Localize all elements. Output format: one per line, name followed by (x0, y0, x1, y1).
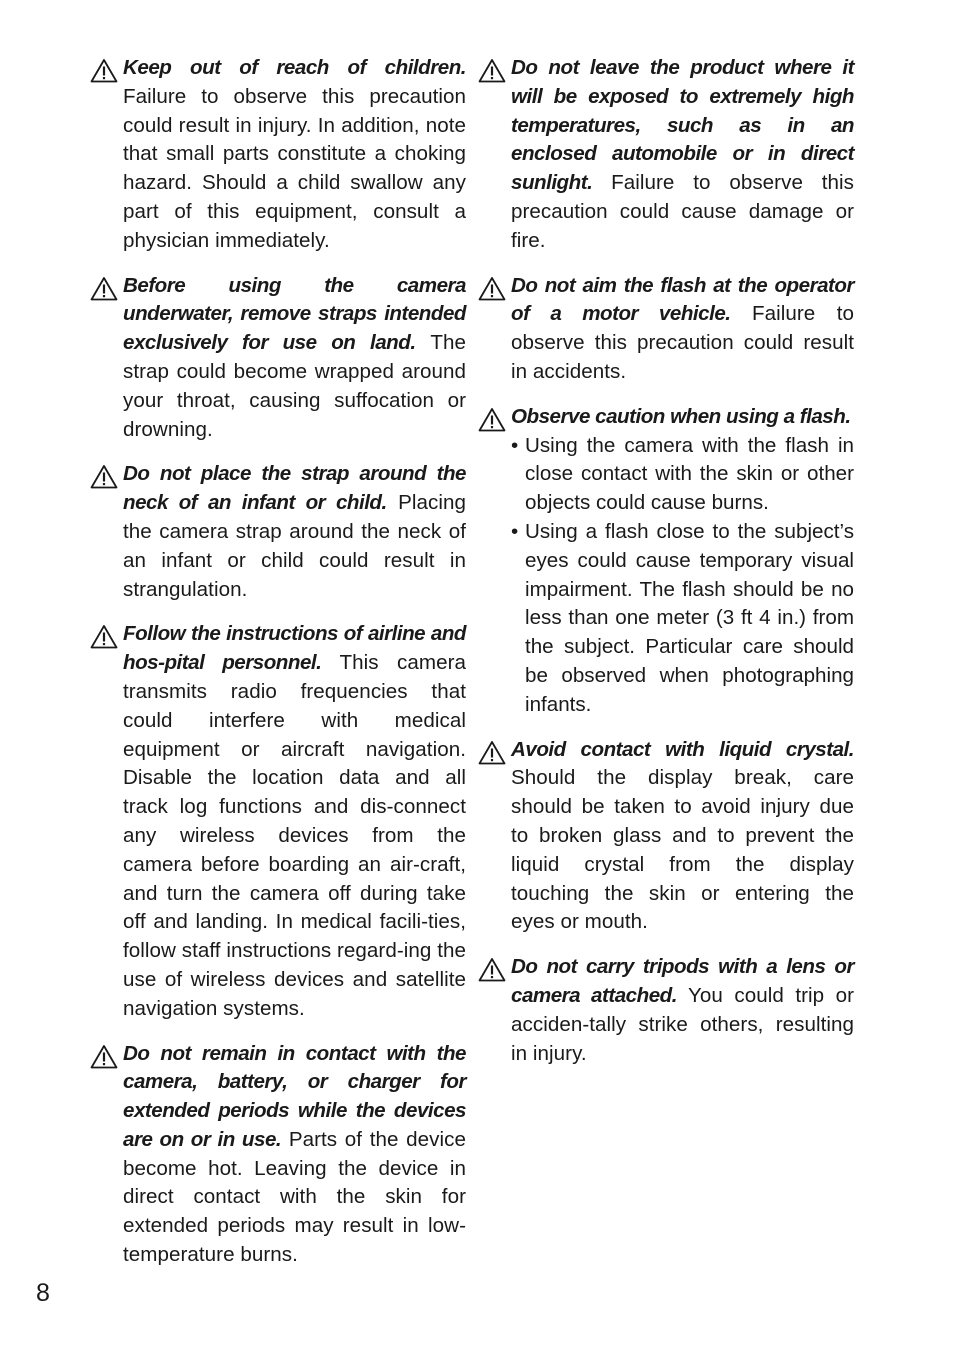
warning-item (90, 1040, 466, 1270)
warning-heading: Avoid contact with liquid crystal. (511, 737, 854, 761)
warning-body: The strap could become wrapped around your throat, causing suffocation or drowning. (123, 331, 466, 441)
warning-paragraph (511, 953, 854, 1068)
warning-heading: Do not leave the product where it will be exposed to extremely high temperatures, such as in an enclosed automobile or in direct sunlight. (511, 56, 854, 195)
warning-paragraph (123, 54, 466, 256)
warning-paragraph (123, 1040, 466, 1270)
warning-triangle-icon (478, 407, 506, 432)
warning-body: Placing the camera strap around the neck of an infant or child could result in strangulation. (123, 491, 466, 601)
bullet-list (511, 432, 854, 720)
warning-item (90, 272, 466, 445)
warning-heading: Do not aim the flash at the operator of a motor vehicle. (511, 273, 854, 326)
warning-body: Should the display break, care should be taken to avoid injury due to broken glass and to prevent the liquid crystal from the display touching the skin or entering the eyes or mouth. (511, 766, 854, 934)
warning-body: Failure to observe this precaution could cause damage or fire. (511, 171, 855, 252)
warning-heading: Do not carry tripods with a lens or camera attached. (511, 955, 854, 1007)
warning-triangle-icon (90, 624, 118, 649)
warning-paragraph (123, 620, 466, 1023)
warning-heading: Keep out of reach of children. (123, 56, 466, 79)
warning-item (90, 460, 466, 604)
warning-triangle-icon (90, 276, 118, 301)
warning-triangle-icon (478, 58, 506, 83)
warning-triangle-icon (90, 1044, 118, 1069)
warning-item (478, 54, 854, 256)
warning-triangle-icon (90, 464, 118, 489)
warning-triangle-icon (478, 957, 506, 982)
warning-triangle-icon (90, 58, 118, 83)
warning-triangle-icon (478, 740, 506, 765)
warning-paragraph (511, 54, 854, 256)
warning-heading: Before using the camera underwater, remove straps intended exclusively for use on land. (123, 273, 466, 355)
warning-body: Failure to observe this precaution could result in injury. In addition, note that small parts constitute a choking hazard. Should a child swallow any part of this equipment, consult a physician immediately. (123, 84, 466, 252)
warning-heading: Observe caution when using a flash. (511, 404, 851, 428)
warning-body: Failure to observe this precaution could result in accidents. (511, 302, 854, 383)
warning-item (478, 953, 854, 1068)
warning-item (90, 620, 466, 1023)
warning-item (90, 54, 466, 256)
warning-body: You could trip or acciden-tally strike others, resulting in injury. (511, 983, 854, 1065)
warning-heading: Do not remain in contact with the camera, battery, or charger for extended periods while the devices are on or in use. (123, 1041, 466, 1151)
warning-paragraph (511, 403, 854, 432)
list-item: • Using the camera with the flash in close contact with the skin or other objects could cause burns. (511, 432, 854, 518)
warning-item (478, 272, 854, 387)
warning-item (478, 736, 854, 938)
warning-item (478, 403, 854, 720)
warning-body: This camera transmits radio frequencies that could interfere with medical equipment or aircraft navigation. Disable the location data and all track log functions and dis-connect any wireless devices from the camera before boarding an air-craft, and turn the camera off during take off and landing. In medical facili-ties, follow staff instructions regard-ing the use of wireless devices and satellite navigation systems. (123, 651, 466, 1020)
warning-body: Parts of the device become hot. Leaving the device in direct contact with the skin for extended periods may result in low-temperature burns. (123, 1127, 466, 1267)
warning-paragraph (511, 272, 854, 387)
list-item: • Using a flash close to the subject’s eyes could cause temporary visual impairment. The flash should be no less than one meter (3 ft 4 in.) from the subject. Particular care should be observed when photographing infants. (511, 518, 854, 720)
right-column (478, 54, 854, 1084)
left-column (90, 54, 466, 1286)
warning-heading: Do not place the strap around the neck of an infant or child. (123, 462, 466, 515)
page-number: 8 (36, 1279, 50, 1307)
warning-heading: Follow the instructions of airline and hos-pital personnel. (123, 622, 466, 675)
warning-paragraph (123, 460, 466, 604)
warning-paragraph (511, 736, 854, 938)
warning-paragraph (123, 272, 466, 445)
warning-triangle-icon (478, 276, 506, 301)
